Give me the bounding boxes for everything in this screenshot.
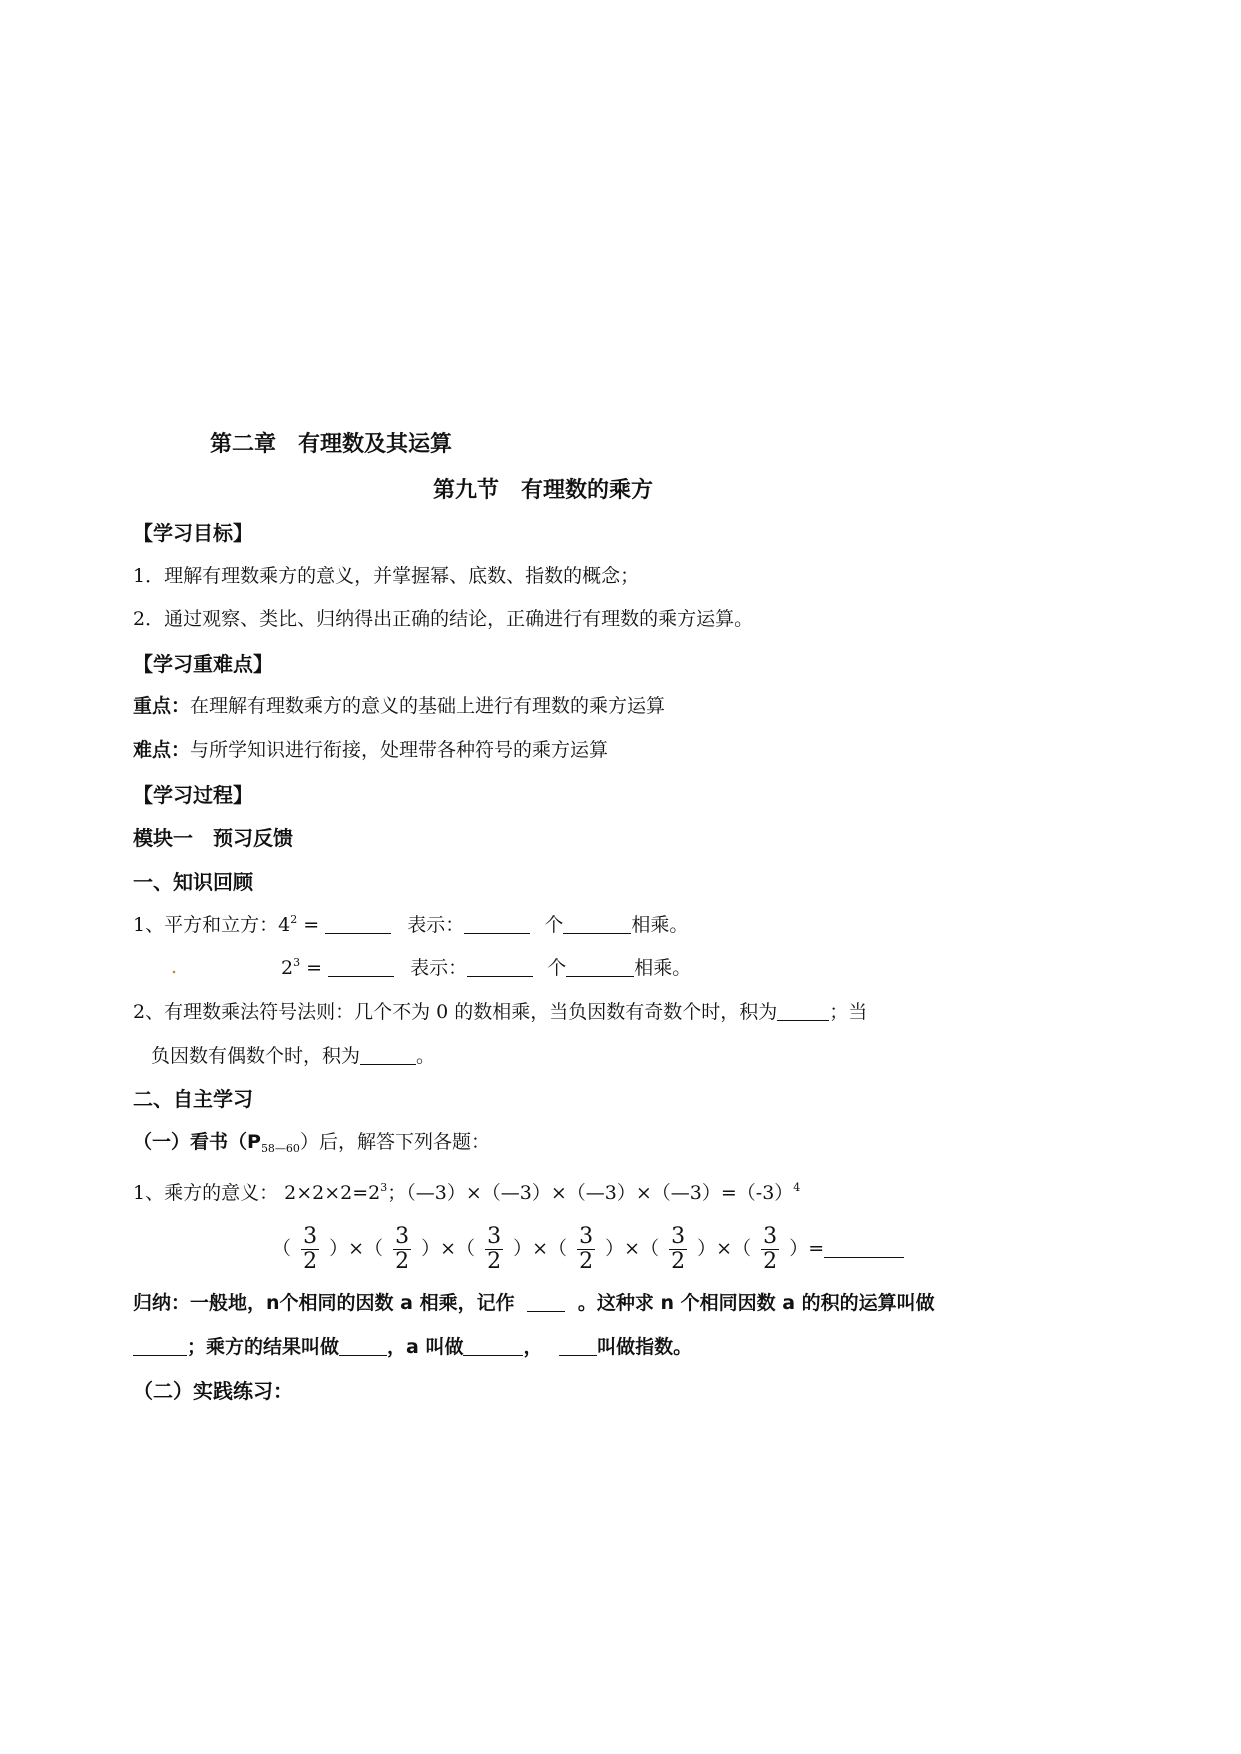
question-2-line-1 bbox=[133, 1002, 867, 1022]
goals-heading: 【学习目标】 bbox=[133, 521, 253, 545]
q2-text-2: 负因数有偶数个时，积为 bbox=[151, 1045, 361, 1067]
numerator: 3 bbox=[487, 1224, 502, 1249]
fraction-three-halves bbox=[761, 1225, 779, 1274]
section-title: 第九节 有理数的乘方 bbox=[433, 478, 654, 503]
answer-blank[interactable] bbox=[566, 958, 634, 977]
numerator: 3 bbox=[395, 1224, 410, 1249]
fraction-three-halves bbox=[393, 1225, 411, 1274]
numerator: 3 bbox=[763, 1224, 778, 1249]
goal-item-1: 1．理解有理数乘方的意义，并掌握幂、底数、指数的概念； bbox=[133, 565, 640, 587]
denominator: 2 bbox=[579, 1249, 594, 1275]
process-heading: 【学习过程】 bbox=[133, 783, 253, 807]
hard-label: 难点： bbox=[133, 739, 191, 761]
q1b-show: 表示： bbox=[410, 957, 468, 979]
fraction-three-halves bbox=[301, 1225, 319, 1274]
difficulty-heading: 【学习重难点】 bbox=[133, 652, 273, 676]
answer-blank[interactable] bbox=[559, 1337, 597, 1356]
read-suffix: ）后，解答下列各题： bbox=[299, 1131, 490, 1153]
fraction-product bbox=[272, 1225, 904, 1274]
question-1 bbox=[133, 915, 688, 935]
answer-blank[interactable] bbox=[563, 915, 631, 934]
times-sign: ）×（ bbox=[421, 1237, 476, 1260]
answer-blank[interactable] bbox=[824, 1239, 904, 1258]
answer-blank[interactable] bbox=[328, 958, 394, 977]
summary-line-2 bbox=[133, 1337, 692, 1357]
question-1b bbox=[281, 958, 691, 978]
summary-line-1 bbox=[133, 1293, 935, 1313]
denominator: 2 bbox=[671, 1249, 686, 1275]
answer-blank[interactable] bbox=[133, 1337, 187, 1356]
fraction-three-halves bbox=[485, 1225, 503, 1274]
answer-blank[interactable] bbox=[463, 1337, 523, 1356]
power-meaning bbox=[133, 1181, 801, 1204]
q1b-equals: = bbox=[306, 957, 323, 979]
reading-instruction bbox=[133, 1131, 490, 1155]
meaning-middle: ；（—3）×（—3）×（—3）×（—3）=（-3） bbox=[387, 1182, 794, 1204]
question-2-line-2 bbox=[151, 1046, 435, 1066]
part2-heading: 二、自主学习 bbox=[133, 1087, 253, 1111]
times-sign: ）×（ bbox=[605, 1237, 660, 1260]
answer-blank[interactable] bbox=[527, 1293, 565, 1312]
times-sign: ）×（ bbox=[513, 1237, 568, 1260]
hard-text: 与所学知识进行衔接，处理带各种符号的乘方运算 bbox=[190, 739, 609, 761]
q2-text: 2、有理数乘法符号法则：几个不为 0 的数相乘，当负因数有奇数个时，积为 bbox=[133, 1001, 778, 1023]
denominator: 2 bbox=[763, 1249, 778, 1275]
summary-1b: 。这种求 n 个相同因数 a 的积的运算叫做 bbox=[577, 1292, 935, 1314]
q1-prefix: 1、平方和立方：4 bbox=[133, 914, 291, 936]
answer-blank[interactable] bbox=[777, 1002, 829, 1021]
q1b-multiply: 相乘。 bbox=[634, 957, 692, 979]
read-prefix: （一）看书（P bbox=[133, 1131, 261, 1153]
q1-equals: = bbox=[303, 914, 320, 936]
meaning-exponent-2: 4 bbox=[793, 1181, 801, 1194]
hard-point bbox=[133, 741, 608, 760]
open-paren: （ bbox=[272, 1237, 292, 1260]
q1b-exponent: 3 bbox=[293, 956, 301, 969]
times-sign: ）×（ bbox=[697, 1237, 752, 1260]
module-heading: 模块一 预习反馈 bbox=[133, 826, 293, 850]
q2-semicolon: ；当 bbox=[829, 1001, 868, 1023]
read-pages: 58—60 bbox=[260, 1142, 300, 1155]
summary-1a: 归纳：一般地，n个相同的因数 a 相乘，记作 bbox=[133, 1292, 515, 1314]
denominator: 2 bbox=[303, 1249, 318, 1275]
answer-blank[interactable] bbox=[467, 958, 533, 977]
fraction-three-halves bbox=[669, 1225, 687, 1274]
answer-blank[interactable] bbox=[360, 1046, 416, 1065]
q1-multiply: 相乘。 bbox=[631, 914, 689, 936]
answer-blank[interactable] bbox=[339, 1337, 387, 1356]
summary-2d: 叫做指数。 bbox=[597, 1336, 693, 1358]
times-sign: ）×（ bbox=[329, 1237, 384, 1260]
summary-2b: ，a 叫做 bbox=[387, 1336, 464, 1358]
equals-sign: ）= bbox=[789, 1237, 825, 1260]
denominator: 2 bbox=[487, 1249, 502, 1275]
chapter-title: 第二章 有理数及其运算 bbox=[210, 432, 453, 457]
practice-heading: （二）实践练习： bbox=[133, 1379, 293, 1403]
q2-end: 。 bbox=[416, 1045, 436, 1067]
fraction-three-halves bbox=[577, 1225, 595, 1274]
part1-heading: 一、知识回顾 bbox=[133, 870, 253, 894]
numerator: 3 bbox=[671, 1224, 686, 1249]
meaning-prefix: 1、乘方的意义： 2×2×2=2 bbox=[133, 1182, 381, 1204]
meaning-exponent: 3 bbox=[380, 1181, 388, 1194]
q1-show: 表示： bbox=[407, 914, 465, 936]
stray-dot: . bbox=[171, 956, 178, 978]
answer-blank[interactable] bbox=[325, 915, 391, 934]
q1b-count: 个 bbox=[547, 957, 567, 979]
goal-item-2: 2．通过观察、类比、归纳得出正确的结论，正确进行有理数的乘方运算。 bbox=[133, 608, 754, 630]
summary-2c: ， bbox=[523, 1336, 543, 1358]
denominator: 2 bbox=[395, 1249, 410, 1275]
q1-exponent: 2 bbox=[290, 913, 298, 926]
q1-count: 个 bbox=[544, 914, 564, 936]
key-point bbox=[133, 697, 665, 716]
numerator: 3 bbox=[303, 1224, 318, 1249]
key-text: 在理解有理数乘方的意义的基础上进行有理数的乘方运算 bbox=[190, 695, 666, 717]
answer-blank[interactable] bbox=[464, 915, 530, 934]
numerator: 3 bbox=[579, 1224, 594, 1249]
summary-2a: ；乘方的结果叫做 bbox=[187, 1336, 340, 1358]
key-label: 重点： bbox=[133, 695, 191, 717]
q1b-base: 2 bbox=[281, 957, 294, 979]
